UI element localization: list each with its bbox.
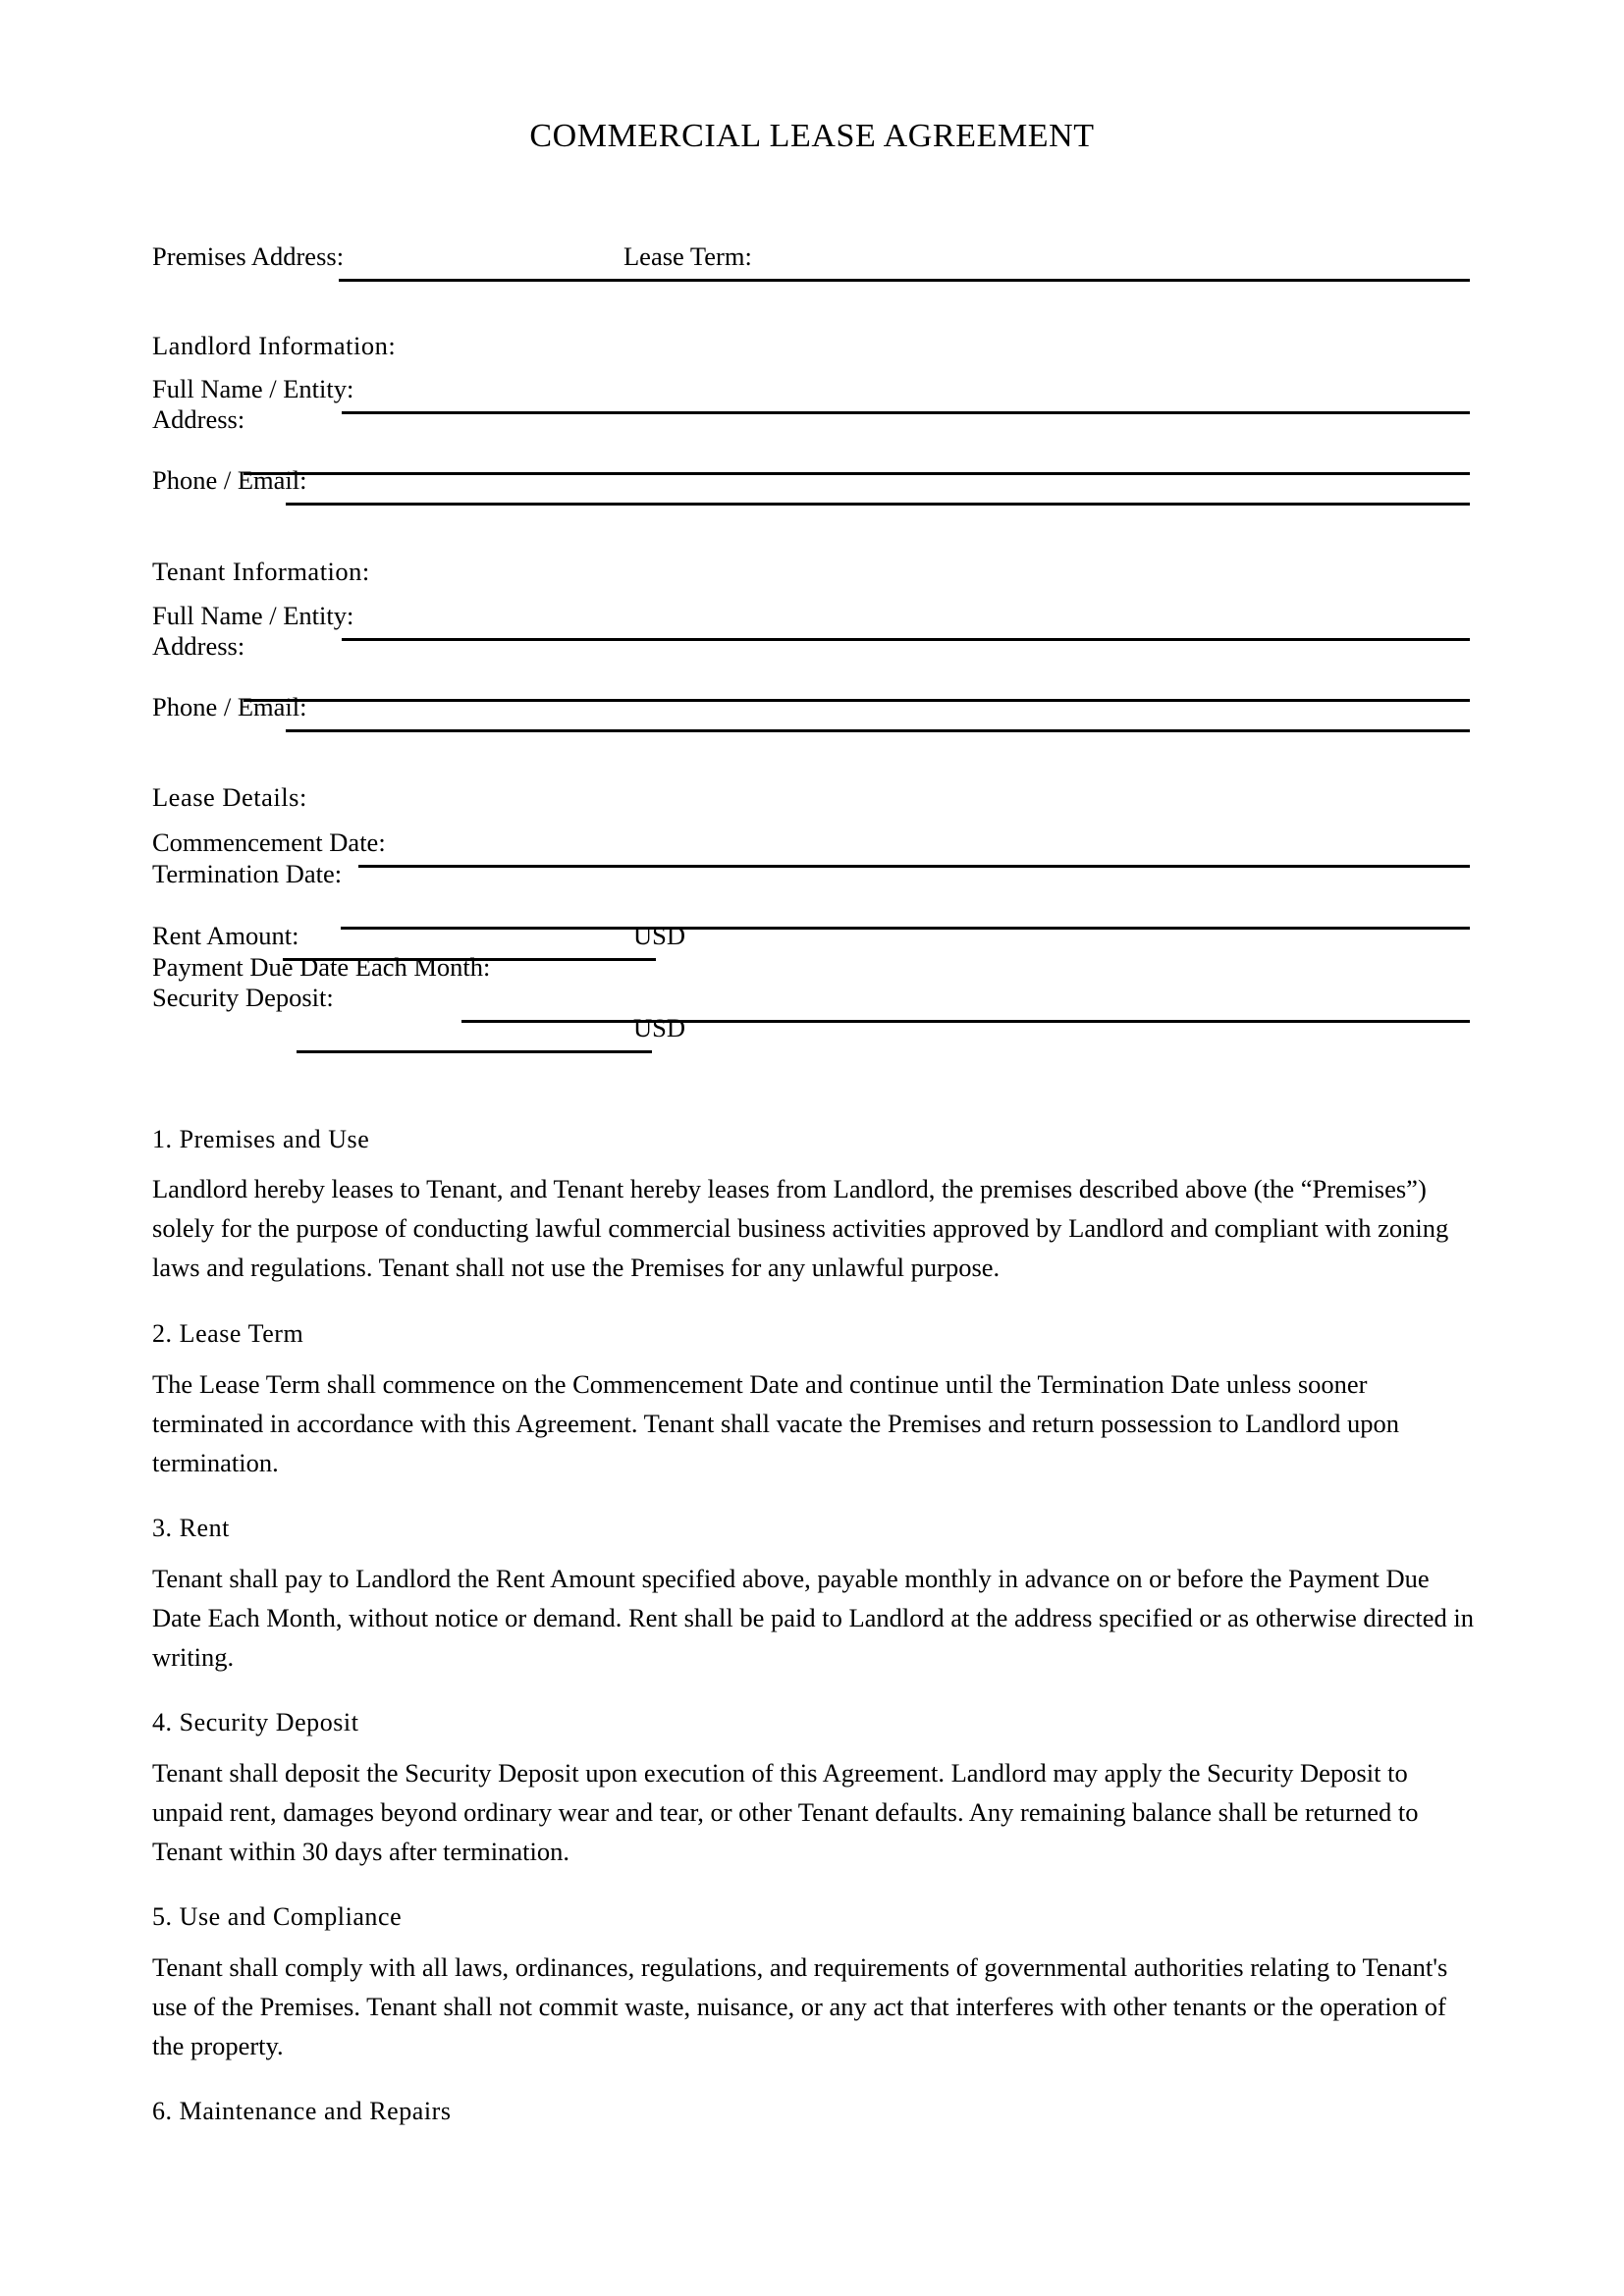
premises-address-label: Premises Address: — [152, 241, 345, 271]
rent-amount-currency-label: USD — [633, 921, 686, 950]
section-heading-4: 4. Security Deposit — [152, 1708, 359, 1736]
section-body-1: Landlord hereby leases to Tenant, and Tenant hereby leases from Landlord, the premises described above (the “Premises”) solely for the purpose of conducting lawful commercial business activities approved by Landlord and compliant with zoning laws and regulations. Tenant shall not use the Premises for any unlawful purpose. — [152, 1174, 1449, 1282]
rent-amount-label: Rent Amount: — [152, 921, 299, 950]
section-heading-2: 2. Lease Term — [152, 1319, 304, 1348]
section-body-2: The Lease Term shall commence on the Commencement Date and continue until the Termination Date unless sooner terminated in accordance with this Agreement. Tenant shall vacate the Premises and return possession to Landlord upon termination. — [152, 1369, 1400, 1477]
section-heading-1: 1. Premises and Use — [152, 1125, 370, 1153]
tenant-address-row — [152, 631, 1473, 676]
tenant-information-heading: Tenant Information: — [152, 557, 370, 586]
tenant-phone-email-label: Phone / Email: — [152, 692, 307, 721]
tenant-section-heading-row — [152, 557, 1473, 602]
lease-details-heading: Lease Details: — [152, 782, 307, 812]
premises-address-row — [152, 241, 1473, 287]
security-deposit-input-line[interactable] — [297, 1050, 652, 1053]
premises-address-lease-term-input-line[interactable] — [339, 279, 1470, 282]
landlord-address-label: Address: — [152, 404, 245, 434]
payment-due-date-label: Payment Due Date Each Month: — [152, 952, 491, 982]
tenant-address-label: Address: — [152, 631, 245, 661]
termination-date-label: Termination Date: — [152, 859, 343, 888]
landlord-phone-email-label: Phone / Email: — [152, 465, 307, 495]
tenant-phone-email-row — [152, 692, 1473, 737]
commencement-date-label: Commencement Date: — [152, 828, 386, 857]
section-body-3: Tenant shall pay to Landlord the Rent Amount specified above, payable monthly in advance on or before the Payment Due Date Each Month, without notice or demand. Rent shall be paid to Landlord at the address specified or as otherwise directed in writing. — [152, 1564, 1474, 1672]
landlord-information-heading: Landlord Information: — [152, 331, 397, 360]
termination-date-row — [152, 859, 1473, 904]
lease-details-heading-row — [152, 782, 1473, 828]
page-title: COMMERCIAL LEASE AGREEMENT — [529, 118, 1095, 154]
security-deposit-currency-label: USD — [633, 1013, 686, 1042]
section-body-5: Tenant shall comply with all laws, ordinances, regulations, and requirements of governmental authorities relating to Tenant's use of the Premises. Tenant shall not commit waste, nuisance, or any act that interferes with other tenants or the operation of the property. — [152, 1952, 1448, 2060]
landlord-section-heading-row — [152, 331, 1473, 376]
landlord-address-row — [152, 404, 1473, 450]
security-deposit-label: Security Deposit: — [152, 983, 334, 1012]
section-heading-3: 3. Rent — [152, 1514, 230, 1542]
lease-term-label: Lease Term: — [623, 241, 752, 271]
section-body-4: Tenant shall deposit the Security Deposit upon execution of this Agreement. Landlord may apply the Security Deposit to unpaid rent, damages beyond ordinary wear and tear, or other Tenant defaults. Any remaining balance shall be returned to Tenant within 30 days after termination. — [152, 1758, 1419, 1866]
landlord-full-name-label: Full Name / Entity: — [152, 374, 354, 403]
security-deposit-row — [152, 983, 1473, 1042]
landlord-phone-email-input-line[interactable] — [286, 503, 1470, 506]
section-heading-5: 5. Use and Compliance — [152, 1902, 403, 1931]
landlord-phone-email-row — [152, 465, 1473, 510]
tenant-phone-email-input-line[interactable] — [286, 729, 1470, 732]
tenant-full-name-label: Full Name / Entity: — [152, 601, 354, 630]
section-heading-6: 6. Maintenance and Repairs — [152, 2097, 452, 2125]
